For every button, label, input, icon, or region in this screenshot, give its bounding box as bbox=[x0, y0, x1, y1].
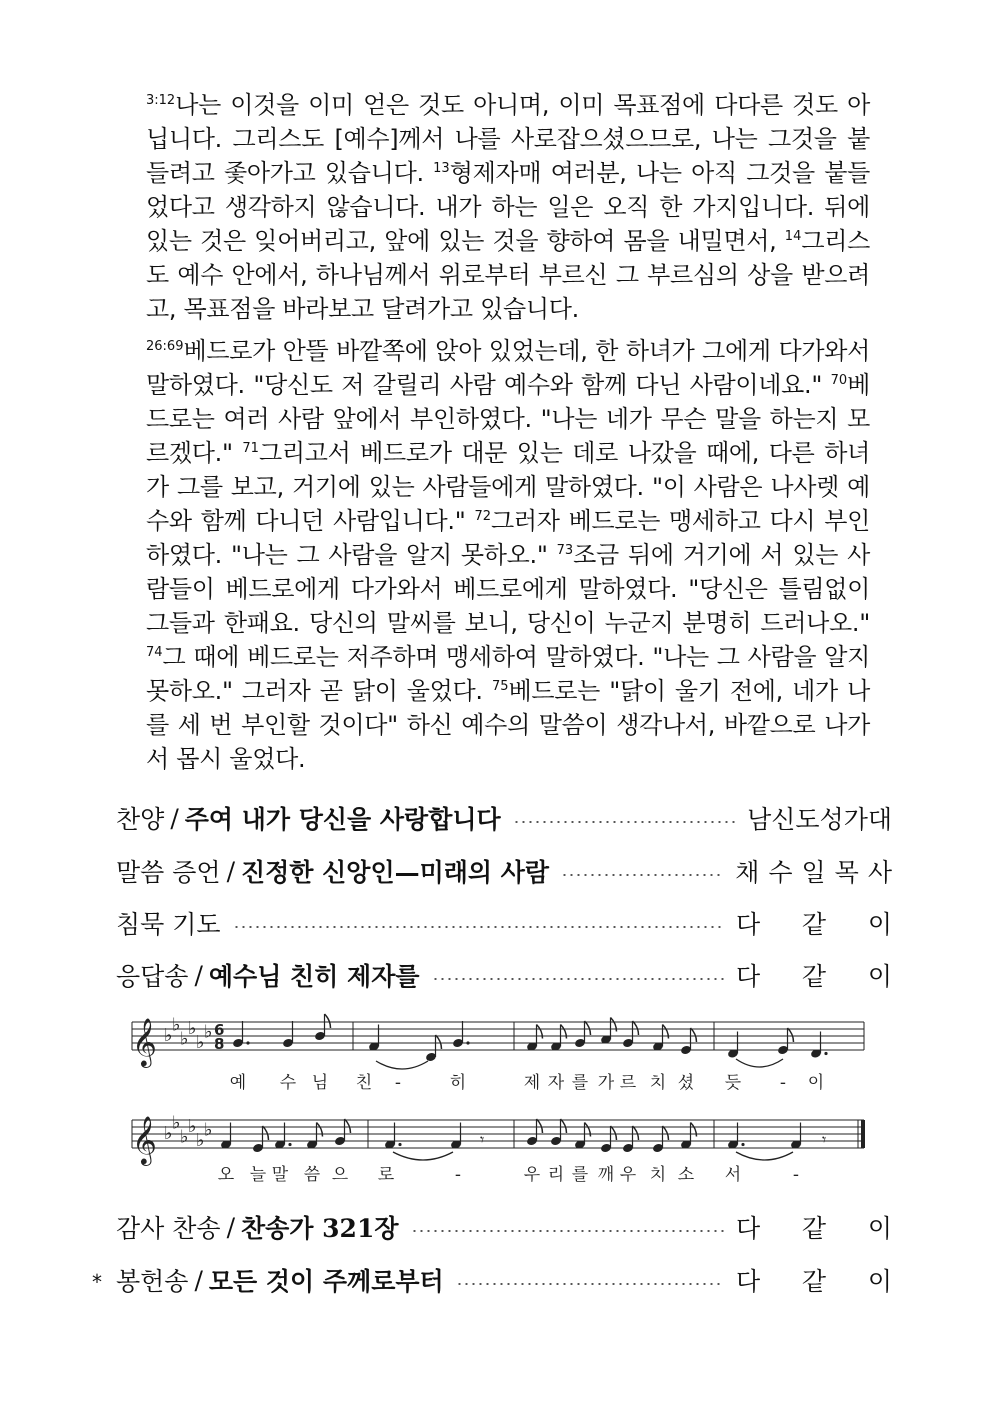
order-performer: 남신도성가대 bbox=[747, 805, 892, 834]
dot-leader bbox=[456, 1283, 724, 1285]
verse-text: 그리스도 예수 안에서, 하나님께서 위로부터 부르신 그 부르심의 상을 받으려고, 목표점을 바라보고 달려가고 있습니다. bbox=[146, 227, 870, 323]
order-performer: 채수일목사 bbox=[735, 858, 901, 887]
lyric-syllable: 우 bbox=[619, 1165, 637, 1185]
verse-number: 3:12 bbox=[146, 93, 176, 108]
note-flag bbox=[585, 1021, 591, 1035]
dot-leader bbox=[513, 821, 735, 823]
verse-text: 그러자 베드로는 맹세하고 다시 부인하였다. "나는 그 사람을 알지 못하오." bbox=[146, 507, 870, 569]
slur bbox=[736, 1059, 783, 1067]
performer-char: 이 bbox=[867, 962, 892, 991]
lyric-syllable: 히 bbox=[449, 1073, 467, 1093]
note-dot bbox=[824, 1052, 827, 1055]
note-flag bbox=[325, 1014, 331, 1028]
note-flag bbox=[633, 1126, 639, 1140]
verse-text: 베드로가 안뜰 바깥쪽에 앉아 있었는데, 한 하녀가 그에게 다가와서 말하였다. "당신도 저 갈릴리 사람 예수와 함께 다닌 사람이네요." bbox=[146, 337, 870, 399]
lyric-syllable: 를 bbox=[571, 1073, 589, 1093]
lyric-syllable: 제 bbox=[523, 1073, 541, 1093]
note-dot bbox=[288, 1143, 291, 1146]
lyric-syllable: - bbox=[394, 1073, 402, 1093]
time-signature-bottom: 8 bbox=[214, 1035, 225, 1053]
flat-icon: ♭ bbox=[196, 1032, 205, 1053]
verse-text: 그리고서 베드로가 대문 있는 데로 나갔을 때에, 다른 하녀가 그를 보고, 거기에 있는 사람들에게 말하였다. "이 사람은 나사렛 예수와 함께 다니던 사람입니다." bbox=[146, 439, 870, 535]
verse-text: 그 때에 베드로는 저주하며 맹세하여 말하였다. "나는 그 사람을 알지 못하오." 그러자 곧 닭이 울었다. bbox=[146, 643, 870, 705]
order-performer bbox=[736, 1209, 892, 1245]
standing-mark: * bbox=[92, 1270, 102, 1294]
order-item-offering bbox=[116, 1260, 892, 1300]
order-item-prayer bbox=[116, 903, 892, 943]
note-flag bbox=[537, 1119, 543, 1133]
lyric-syllable: 자 bbox=[547, 1073, 565, 1093]
performer-char: 같 bbox=[801, 910, 827, 939]
performer-char: 같 bbox=[801, 1214, 827, 1243]
order-separator: / bbox=[226, 856, 235, 886]
dot-leader bbox=[411, 1230, 725, 1232]
staff-line-2 bbox=[132, 1113, 865, 1167]
lyric-syllable: 셨 bbox=[677, 1073, 695, 1093]
performer-char: 이 bbox=[867, 1267, 892, 1296]
order-separator: / bbox=[194, 1265, 203, 1295]
lyric-syllable: 늘 bbox=[249, 1165, 267, 1185]
scripture-text bbox=[146, 88, 870, 784]
verse-text: 형제자매 여러분, 나는 아직 그것을 붙들었다고 생각하지 않습니다. 내가 하는 일은 오직 한 가지입니다. 뒤에 있는 것은 잊어버리고, 앞에 있는 것을 향하여 몸을 내밀면서, bbox=[146, 159, 870, 255]
performer-char: 다 bbox=[736, 1214, 761, 1243]
flat-icon: ♭ bbox=[180, 1028, 189, 1050]
final-bar-line bbox=[861, 1120, 865, 1148]
flat-icon: ♭ bbox=[172, 1014, 181, 1036]
note-flag bbox=[691, 1028, 697, 1042]
lyric-syllable: - bbox=[779, 1073, 787, 1093]
order-performer bbox=[736, 905, 892, 941]
lyric-syllable: 듯 bbox=[724, 1073, 742, 1093]
lyric-syllable: 예 bbox=[229, 1073, 247, 1093]
lyric-syllable: 이 bbox=[807, 1073, 825, 1093]
order-item-hymn bbox=[116, 798, 892, 838]
order-title: 주여 내가 당신을 사랑합니다 bbox=[184, 805, 501, 834]
order-performer bbox=[736, 957, 892, 993]
note-flag bbox=[263, 1126, 269, 1140]
flat-icon: ♭ bbox=[196, 1130, 205, 1151]
music-score bbox=[128, 1012, 868, 1192]
treble-clef-icon: 𝄞 bbox=[132, 1017, 157, 1066]
verse-number: 70 bbox=[830, 373, 848, 388]
note-dot bbox=[398, 1143, 401, 1146]
verse-number: 72 bbox=[474, 509, 491, 524]
lyric-syllable: 르 bbox=[619, 1073, 637, 1093]
order-separator: / bbox=[194, 960, 203, 990]
performer-char: 같 bbox=[801, 962, 827, 991]
dot-leader bbox=[432, 978, 725, 980]
lyric-syllable: 씀 bbox=[303, 1165, 321, 1185]
order-item-sermon bbox=[116, 851, 901, 891]
lyric-syllable: 깨 bbox=[597, 1165, 615, 1185]
performer-char: 같 bbox=[801, 1267, 827, 1296]
note-dot bbox=[741, 1143, 744, 1146]
note-flag bbox=[436, 1035, 442, 1049]
note-flag bbox=[788, 1028, 794, 1042]
lyric-syllable: 우 bbox=[523, 1165, 541, 1185]
dot-leader bbox=[561, 874, 723, 876]
verse-number: 74 bbox=[146, 645, 163, 660]
note-flag bbox=[633, 1021, 639, 1035]
lyric-syllable: 가 bbox=[597, 1073, 615, 1093]
verse-text: 조금 뒤에 거기에 서 있는 사람들이 베드로에게 다가와서 베드로에게 말하였다. "당신은 틀림없이 그들과 한패요. 당신의 말씨를 보니, 당신이 누군지 분명히 드러나오." bbox=[146, 541, 870, 637]
note-flag bbox=[345, 1119, 351, 1133]
slur bbox=[393, 1152, 453, 1160]
time-signature-top: 6 bbox=[214, 1021, 225, 1039]
scripture-passage-1 bbox=[146, 88, 870, 326]
verse-number: 75 bbox=[491, 679, 509, 694]
treble-clef-icon: 𝄞 bbox=[132, 1115, 157, 1164]
lyric-syllable: - bbox=[454, 1165, 462, 1185]
note-flag bbox=[611, 1126, 617, 1140]
lyric-syllable: 서 bbox=[724, 1165, 742, 1185]
note-flag bbox=[663, 1126, 669, 1140]
order-title: 예수님 친히 제자를 bbox=[208, 962, 420, 991]
flat-icon: ♭ bbox=[204, 1021, 213, 1043]
dot-leader bbox=[233, 926, 724, 928]
lyric-syllable: 말 bbox=[271, 1165, 289, 1185]
performer-char: 이 bbox=[867, 910, 892, 939]
lyric-syllable: 님 bbox=[311, 1073, 329, 1093]
note-dot bbox=[246, 1041, 249, 1044]
order-separator: / bbox=[226, 1212, 235, 1242]
flat-icon: ♭ bbox=[204, 1119, 213, 1141]
verse-number: 14 bbox=[784, 229, 802, 244]
performer-char: 다 bbox=[736, 962, 761, 991]
lyric-syllable: 오 bbox=[217, 1165, 235, 1185]
note-flag bbox=[561, 1119, 567, 1133]
flat-icon: ♭ bbox=[188, 1116, 197, 1137]
order-title: 찬송가 321장 bbox=[241, 1214, 399, 1243]
slur bbox=[376, 1061, 428, 1069]
staff-line-1 bbox=[132, 1014, 864, 1069]
order-performer bbox=[736, 1262, 892, 1298]
performer-char: 이 bbox=[867, 1214, 892, 1243]
verse-number: 71 bbox=[242, 441, 259, 456]
order-title: 진정한 신앙인—미래의 사람 bbox=[241, 858, 550, 887]
verse-number: 26:69 bbox=[146, 339, 184, 354]
eighth-rest-icon: 𝄾 bbox=[480, 1130, 485, 1149]
flat-icon: ♭ bbox=[172, 1112, 181, 1134]
lyric-syllable: - bbox=[792, 1165, 800, 1185]
lyric-syllable: 로 bbox=[377, 1165, 395, 1185]
flat-icon: ♭ bbox=[180, 1126, 189, 1148]
scripture-passage-2 bbox=[146, 334, 870, 776]
order-separator: / bbox=[170, 803, 179, 833]
verse-number: 13 bbox=[433, 161, 450, 176]
order-heading: 찬양 bbox=[116, 805, 165, 834]
order-title: 모든 것이 주께로부터 bbox=[208, 1267, 444, 1296]
verse-text: 베드로는 여러 사람 앞에서 부인하였다. "나는 네가 무슨 말을 하는지 모르겠다." bbox=[146, 371, 870, 467]
performer-char: 다 bbox=[736, 910, 761, 939]
lyric-syllable: 친 bbox=[355, 1073, 373, 1093]
order-item-response bbox=[116, 955, 892, 995]
verse-text: 베드로는 "닭이 울기 전에, 네가 나를 세 번 부인할 것이다" 하신 예수의 말씀이 생각나서, 바깥으로 나가서 몹시 울었다. bbox=[146, 677, 870, 773]
lyric-syllable: 으 bbox=[331, 1165, 349, 1185]
flat-icon: ♭ bbox=[188, 1018, 197, 1039]
performer-char: 다 bbox=[736, 1267, 761, 1296]
lyric-syllable: 수 bbox=[279, 1073, 297, 1093]
lyric-syllable: 리 bbox=[547, 1165, 565, 1185]
order-heading: 봉헌송 bbox=[116, 1267, 189, 1296]
lyric-syllable: 소 bbox=[677, 1165, 695, 1185]
lyric-syllable: 치 bbox=[649, 1165, 667, 1185]
verse-number: 73 bbox=[556, 543, 574, 558]
order-heading: 감사 찬송 bbox=[116, 1214, 221, 1243]
note-dot bbox=[466, 1041, 469, 1044]
eighth-rest-icon: 𝄾 bbox=[822, 1130, 827, 1149]
order-heading: 말씀 증언 bbox=[116, 858, 221, 887]
verse-text: 나는 이것을 이미 얻은 것도 아니며, 이미 목표점에 다다른 것도 아닙니다. 그리스도 [예수]께서 나를 사로잡으셨으므로, 나는 그것을 붙들려고 좇아가고 있습니다. bbox=[146, 91, 870, 187]
lyric-syllable: 치 bbox=[649, 1073, 667, 1093]
order-heading: 응답송 bbox=[116, 962, 189, 991]
order-heading: 침묵 기도 bbox=[116, 910, 221, 939]
flat-icon: ♭ bbox=[164, 1123, 173, 1144]
slur bbox=[736, 1152, 793, 1160]
lyric-syllable: 를 bbox=[571, 1165, 589, 1185]
lyrics-line-2 bbox=[218, 1164, 799, 1185]
flat-icon: ♭ bbox=[164, 1025, 173, 1046]
lyrics-line-1 bbox=[230, 1072, 824, 1093]
order-item-thanks-hymn bbox=[116, 1207, 892, 1247]
